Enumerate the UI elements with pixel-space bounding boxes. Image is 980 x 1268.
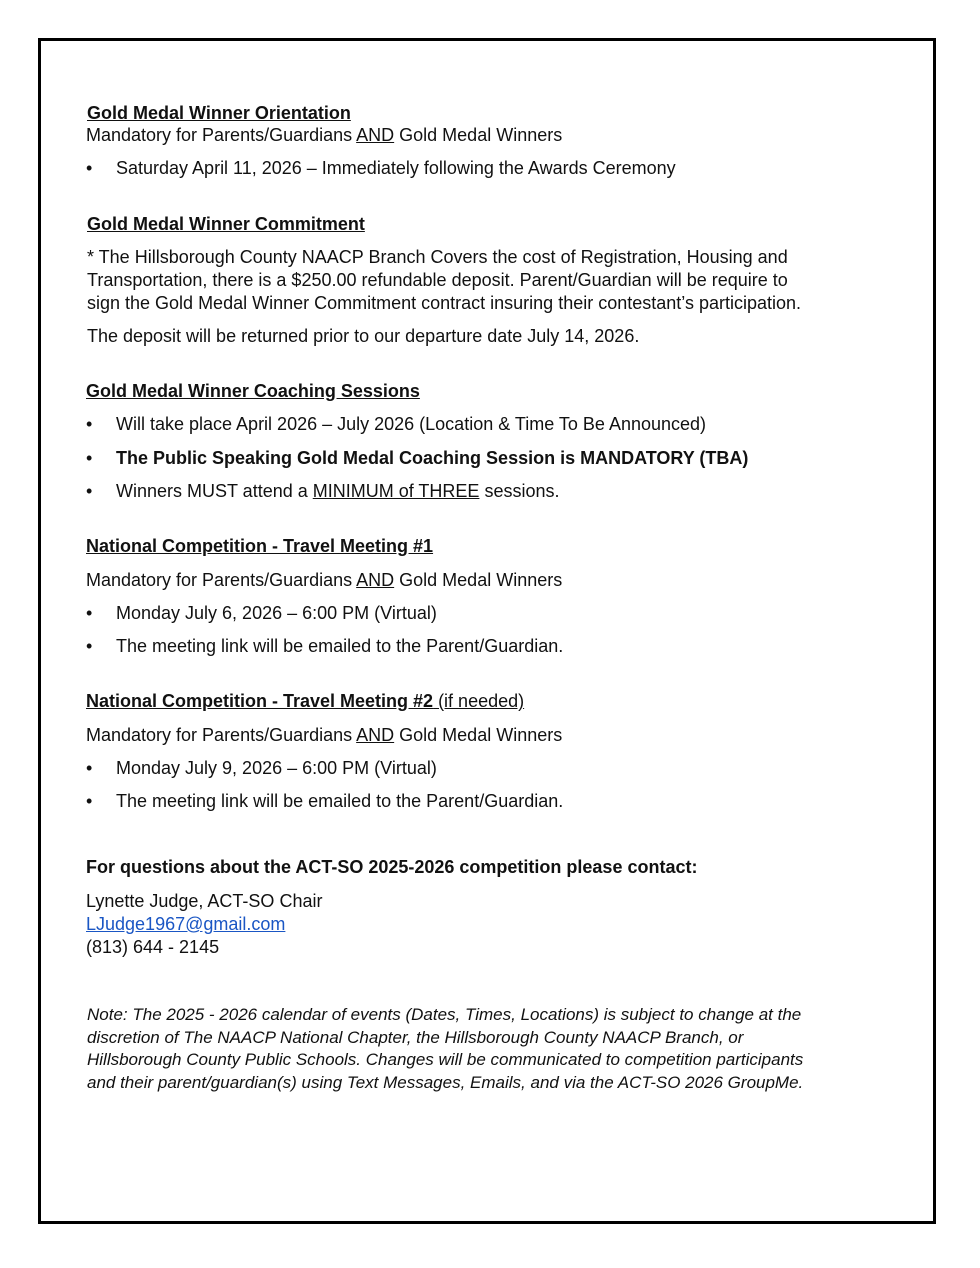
deposit-note: The deposit will be returned prior to our departure date July 14, 2026.	[87, 326, 640, 346]
minimum-suffix: sessions.	[479, 481, 560, 501]
travel2-heading: National Competition - Travel Meeting #2	[86, 691, 434, 711]
bullet-icon: •	[86, 758, 93, 778]
mandatory-suffix: Gold Medal Winners	[394, 125, 563, 145]
bullet-icon: •	[86, 481, 93, 501]
travel2-bullet-date: Monday July 9, 2026 – 6:00 PM (Virtual)	[116, 758, 437, 778]
coaching-heading: Gold Medal Winner Coaching Sessions	[86, 381, 420, 401]
orientation-heading: Gold Medal Winner Orientation	[87, 103, 351, 123]
commitment-line: * The Hillsborough County NAACP Branch Covers the cost of Registration, Housing and	[87, 247, 788, 267]
travel1-bullet-link: The meeting link will be emailed to the Parent/Guardian.	[116, 636, 564, 656]
bullet-icon: •	[86, 636, 93, 656]
contact-name: Lynette Judge, ACT-SO Chair	[86, 891, 323, 911]
travel1-heading: National Competition - Travel Meeting #1	[86, 536, 434, 556]
note-line: discretion of The NAACP National Chapter, the Hillsborough County NAACP Branch, or	[87, 1027, 744, 1047]
orientation-bullet: Saturday April 11, 2026 – Immediately following the Awards Ceremony	[116, 158, 676, 178]
commitment-line: sign the Gold Medal Winner Commitment contract insuring their contestant’s participation.	[87, 293, 801, 313]
commitment-paragraph	[87, 246, 847, 315]
disclaimer-note	[87, 1004, 899, 1094]
mandatory-suffix: Gold Medal Winners	[394, 725, 563, 745]
mandatory-and: AND	[356, 570, 395, 590]
coaching-bullet-schedule: Will take place April 2026 – July 2026 (Location & Time To Be Announced)	[116, 414, 707, 434]
bullet-icon: •	[86, 158, 93, 178]
commitment-heading: Gold Medal Winner Commitment	[87, 214, 365, 234]
mandatory-and: AND	[356, 125, 395, 145]
bullet-icon: •	[86, 603, 93, 623]
mandatory-prefix: Mandatory for Parents/Guardians	[86, 725, 357, 745]
contact-email-link[interactable]: LJudge1967@gmail.com	[86, 914, 286, 934]
orientation-mandatory-line	[86, 124, 562, 146]
note-line: and their parent/guardian(s) using Text Messages, Emails, and via the ACT-SO 2026 GroupMe.	[87, 1072, 804, 1092]
travel2-mandatory-line	[86, 724, 562, 746]
travel1-bullet-date: Monday July 6, 2026 – 6:00 PM (Virtual)	[116, 603, 437, 623]
minimum-prefix: Winners MUST attend a	[116, 481, 313, 501]
coaching-bullet-public-speaking: The Public Speaking Gold Medal Coaching Session is MANDATORY (TBA)	[116, 448, 749, 468]
mandatory-suffix: Gold Medal Winners	[394, 570, 563, 590]
travel2-heading-line	[86, 690, 524, 712]
commitment-line: Transportation, there is a $250.00 refundable deposit. Parent/Guardian will be require to	[87, 270, 788, 290]
travel1-mandatory-line	[86, 569, 562, 591]
coaching-bullet-minimum	[116, 480, 559, 502]
bullet-icon: •	[86, 791, 93, 811]
travel2-bullet-link: The meeting link will be emailed to the Parent/Guardian.	[116, 791, 564, 811]
contact-phone: (813) 644 - 2145	[86, 937, 220, 957]
contact-heading: For questions about the ACT-SO 2025-2026 competition please contact:	[86, 857, 698, 877]
mandatory-prefix: Mandatory for Parents/Guardians	[86, 570, 357, 590]
bullet-icon: •	[86, 414, 93, 434]
bullet-icon: •	[86, 448, 93, 468]
minimum-underlined: MINIMUM of THREE	[312, 481, 480, 501]
note-line: Hillsborough County Public Schools. Changes will be communicated to competition participants	[87, 1050, 804, 1069]
mandatory-and: AND	[356, 725, 395, 745]
travel2-heading-suffix: (if needed)	[433, 691, 525, 711]
mandatory-prefix: Mandatory for Parents/Guardians	[86, 125, 357, 145]
note-line: Note: The 2025 - 2026 calendar of events (Dates, Times, Locations) is subject to change at the	[87, 1005, 802, 1024]
